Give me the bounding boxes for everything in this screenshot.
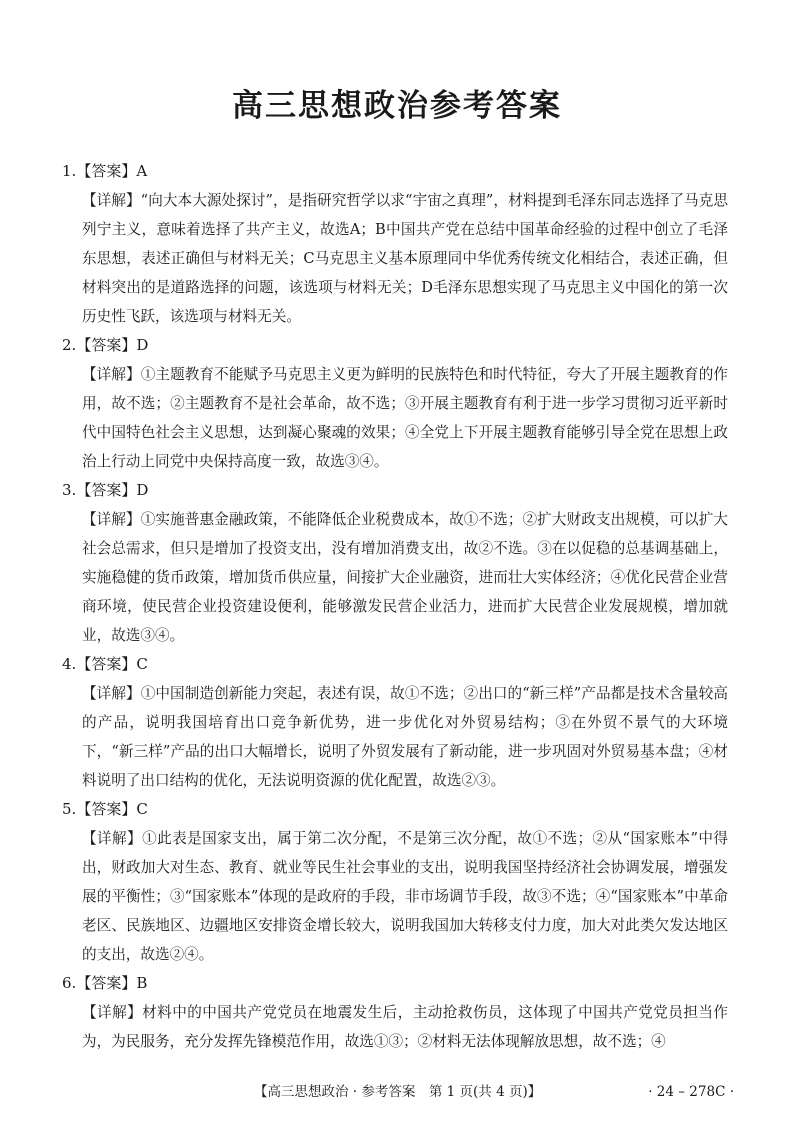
answer-label: 【答案】 — [76, 800, 137, 818]
question-answer-line — [62, 650, 728, 679]
question-detail — [62, 679, 728, 795]
question-number: 5. — [62, 800, 77, 818]
answer-label: 【答案】 — [76, 336, 137, 354]
answer-value: B — [136, 974, 148, 992]
question-detail — [62, 360, 728, 476]
detail-text: “向大本大源处探讨”，是指研究哲学以求“宇宙之真理”，材料提到毛泽东同志选择了马克思列宁主义，意味着选择了共产主义，故选A；B中国共产党在总结中国革命经验的过程中创立了毛泽东思想，表述正确但与材料无关；C马克思主义基本原理同中华优秀传统文化相结合，表述正确，但材料突出的是道路选择的问题，该选项与材料无关；D毛泽东思想实现了马克思主义中国化的第一次历史性飞跃，该选项与材料无关。 — [82, 192, 728, 325]
answer-label: 【答案】 — [76, 655, 137, 673]
detail-label: 【详解】 — [82, 192, 141, 209]
question-number: 6. — [62, 974, 77, 992]
question-2 — [62, 331, 728, 476]
detail-label: 【详解】 — [82, 366, 141, 383]
answer-value: D — [136, 481, 149, 499]
question-detail — [62, 186, 728, 331]
answer-value: C — [136, 800, 148, 818]
answer-value: D — [136, 336, 149, 354]
question-6 — [62, 969, 728, 1056]
question-number: 2. — [62, 336, 77, 354]
detail-text: ①主题教育不能赋予马克思主义更为鲜明的民族特色和时代特征，夸大了开展主题教育的作用，故不选；②主题教育不是社会革命，故不选；③开展主题教育有利于进一步学习贯彻习近平新时代中国特色社会主义思想，达到凝心聚魂的效果；④全党上下开展主题教育能够引导全党在思想上政治上行动上同党中央保持高度一致，故选③④。 — [82, 366, 728, 470]
question-detail — [62, 505, 728, 650]
question-answer-line — [62, 476, 728, 505]
question-detail — [62, 824, 728, 969]
footer-code: · 24 – 278C · — [648, 1084, 734, 1100]
answer-list — [62, 157, 728, 1056]
answer-label: 【答案】 — [76, 974, 137, 992]
question-number: 3. — [62, 481, 77, 499]
question-4 — [62, 650, 728, 795]
page-title: 高三思想政治参考答案 — [232, 88, 562, 124]
answer-label: 【答案】 — [76, 481, 137, 499]
answer-value: A — [136, 162, 148, 180]
detail-label: 【详解】 — [82, 511, 141, 528]
footer-page-info: 【高三思想政治 · 参考答案 第 1 页(共 4 页)】 — [254, 1084, 542, 1100]
question-answer-line — [62, 157, 728, 186]
question-number: 4. — [62, 655, 77, 673]
detail-text: ①实施普惠金融政策，不能降低企业税费成本，故①不选；②扩大财政支出规模，可以扩大社会总需求，但只是增加了投资支出，没有增加消费支出，故②不选。③在以促稳的总基调基础上，实施稳健的货币政策，增加货币供应量，间接扩大企业融资，进而壮大实体经济；④优化民营企业营商环境，使民营企业投资建设便利，能够激发民营企业活力，进而扩大民营企业发展规模，增加就业，故选③④。 — [82, 511, 728, 644]
question-1 — [62, 157, 728, 331]
question-detail — [62, 998, 728, 1056]
answer-value: C — [136, 655, 148, 673]
question-number: 1. — [62, 162, 77, 180]
question-answer-line — [62, 331, 728, 360]
detail-label: 【详解】 — [82, 1004, 143, 1021]
detail-text: ①此表是国家支出，属于第二次分配，不是第三次分配，故①不选；②从“国家账本”中得出，财政加大对生态、教育、就业等民生社会事业的支出，说明我国坚持经济社会协调发展，增强发展的平衡性；③“国家账本”体现的是政府的手段，非市场调节手段，故③不选；④“国家账本”中革命老区、民族地区、边疆地区安排资金增长较大，说明我国加大转移支付力度，加大对此类欠发达地区的支出，故选②④。 — [82, 830, 728, 963]
answer-label: 【答案】 — [76, 162, 137, 180]
detail-text: 材料中的中国共产党党员在地震发生后，主动抢救伤员，这体现了中国共产党党员担当作为，为民服务，充分发挥先锋模范作用，故选①③；②材料无法体现解放思想，故不选；④ — [82, 1004, 728, 1050]
question-5 — [62, 795, 728, 969]
detail-label: 【详解】 — [82, 830, 143, 847]
page-footer — [0, 1080, 794, 1104]
question-answer-line — [62, 795, 728, 824]
detail-label: 【详解】 — [82, 685, 141, 702]
question-3 — [62, 476, 728, 650]
question-answer-line — [62, 969, 728, 998]
detail-text: ①中国制造创新能力突起，表述有误，故①不选；②出口的“新三样”产品都是技术含量较高的产品，说明我国培育出口竞争新优势，进一步优化对外贸易结构；③在外贸不景气的大环境下，“新三样”产品的出口大幅增长，说明了外贸发展有了新动能，进一步巩固对外贸易基本盘；④材料说明了出口结构的优化，无法说明资源的优化配置，故选②③。 — [82, 685, 728, 789]
